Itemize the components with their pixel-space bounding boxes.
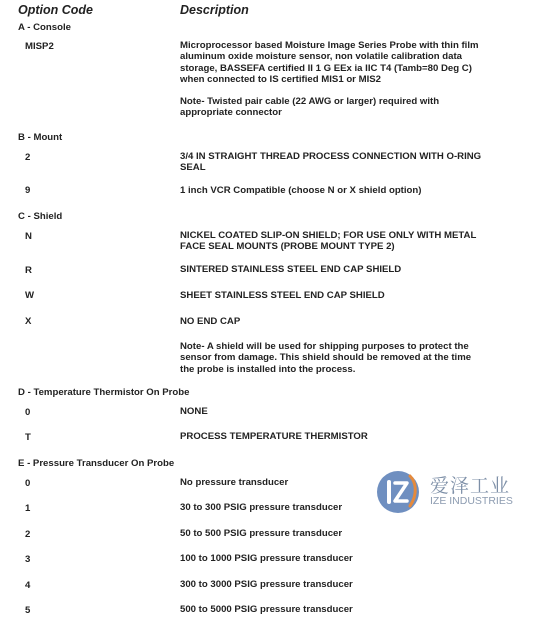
- option-description-shield-n: [180, 230, 520, 253]
- option-code-header: Option Code: [18, 3, 93, 17]
- option-description-mount-9: [180, 185, 520, 196]
- option-description-misp2: [180, 40, 520, 85]
- section-title-console: A - Console: [18, 22, 71, 33]
- brand-name-english: IZE INDUSTRIES: [430, 495, 513, 507]
- section-title-pressure-transducer: E - Pressure Transducer On Probe: [18, 458, 175, 469]
- option-description-shield-r: [180, 264, 520, 275]
- section-title-mount: B - Mount: [18, 132, 63, 143]
- ize-logo-icon: [376, 470, 420, 514]
- section-title-temperature-thermistor: D - Temperature Thermistor On Probe: [18, 387, 190, 398]
- description-line: SHEET STAINLESS STEEL END CAP SHIELD: [180, 290, 385, 301]
- brand-name-chinese: 爱泽工业: [430, 475, 511, 497]
- option-code-mount-2: 2: [25, 152, 31, 163]
- option-code-pressure-0: 0: [25, 478, 31, 489]
- option-code-thermistor-t: T: [25, 432, 31, 443]
- description-line: SEAL: [180, 162, 206, 174]
- option-code-pressure-3: 3: [25, 554, 31, 565]
- note-line: appropriate connector: [180, 107, 282, 119]
- option-description-pressure-5: [180, 604, 520, 615]
- description-line: aluminum oxide moisture sensor, non volatile calibration data: [180, 51, 463, 63]
- description-line: 1 inch VCR Compatible (choose N or X shield option): [180, 185, 422, 196]
- description-line: Microprocessor based Moisture Image Series Probe with thin film: [180, 40, 479, 51]
- console-note: [180, 96, 520, 119]
- option-description-pressure-2: [180, 528, 520, 539]
- option-code-pressure-2: 2: [25, 529, 31, 540]
- description-line: NO END CAP: [180, 316, 241, 327]
- option-code-pressure-1: 1: [25, 503, 31, 514]
- shield-note: [180, 341, 520, 375]
- option-code-misp2: MISP2: [25, 41, 54, 52]
- description-line: NICKEL COATED SLIP-ON SHIELD; FOR USE ONLY WITH METAL: [180, 230, 477, 241]
- description-line: 50 to 500 PSIG pressure transducer: [180, 528, 343, 539]
- description-line: 30 to 300 PSIG pressure transducer: [180, 502, 343, 513]
- option-code-thermistor-0: 0: [25, 407, 31, 418]
- option-code-pressure-5: 5: [25, 605, 31, 616]
- description-line: FACE SEAL MOUNTS (PROBE MOUNT TYPE 2): [180, 241, 395, 253]
- description-line: PROCESS TEMPERATURE THERMISTOR: [180, 431, 368, 442]
- note-line: Note- Twisted pair cable (22 AWG or larger) required with: [180, 96, 440, 107]
- description-line: SINTERED STAINLESS STEEL END CAP SHIELD: [180, 264, 402, 275]
- description-line: 500 to 5000 PSIG pressure transducer: [180, 604, 353, 615]
- description-header: Description: [180, 3, 249, 17]
- option-code-pressure-4: 4: [25, 580, 31, 591]
- option-code-shield-r: R: [25, 265, 32, 276]
- note-line: Note- A shield will be used for shipping purposes to protect the: [180, 341, 469, 352]
- note-line: the probe is installed into the process.: [180, 363, 356, 375]
- option-description-shield-x: [180, 316, 520, 327]
- option-description-mount-2: [180, 151, 520, 174]
- option-description-shield-w: [180, 290, 520, 301]
- option-code-shield-x: X: [25, 316, 32, 327]
- option-description-pressure-3: [180, 553, 520, 564]
- note-line: sensor from damage. This shield should be removed at the time: [180, 352, 472, 364]
- option-code-mount-9: 9: [25, 185, 31, 196]
- description-line: 100 to 1000 PSIG pressure transducer: [180, 553, 353, 564]
- description-line: NONE: [180, 406, 208, 417]
- option-description-pressure-4: [180, 579, 520, 590]
- description-line: storage, BASSEFA certified II 1 G EEx ia IIC T4 (Tamb=80 Deg C): [180, 62, 472, 74]
- option-code-shield-w: W: [25, 290, 35, 301]
- option-description-thermistor-t: [180, 431, 520, 442]
- section-title-shield: C - Shield: [18, 211, 63, 222]
- option-code-shield-n: N: [25, 231, 32, 242]
- description-line: 3/4 IN STRAIGHT THREAD PROCESS CONNECTION WITH O-RING: [180, 151, 482, 162]
- description-line: No pressure transducer: [180, 477, 289, 488]
- ize-industries-watermark: [376, 468, 546, 520]
- description-line: 300 to 3000 PSIG pressure transducer: [180, 579, 353, 590]
- option-description-thermistor-0: [180, 406, 520, 417]
- description-line: when connected to IS certified MIS1 or MIS2: [180, 73, 381, 85]
